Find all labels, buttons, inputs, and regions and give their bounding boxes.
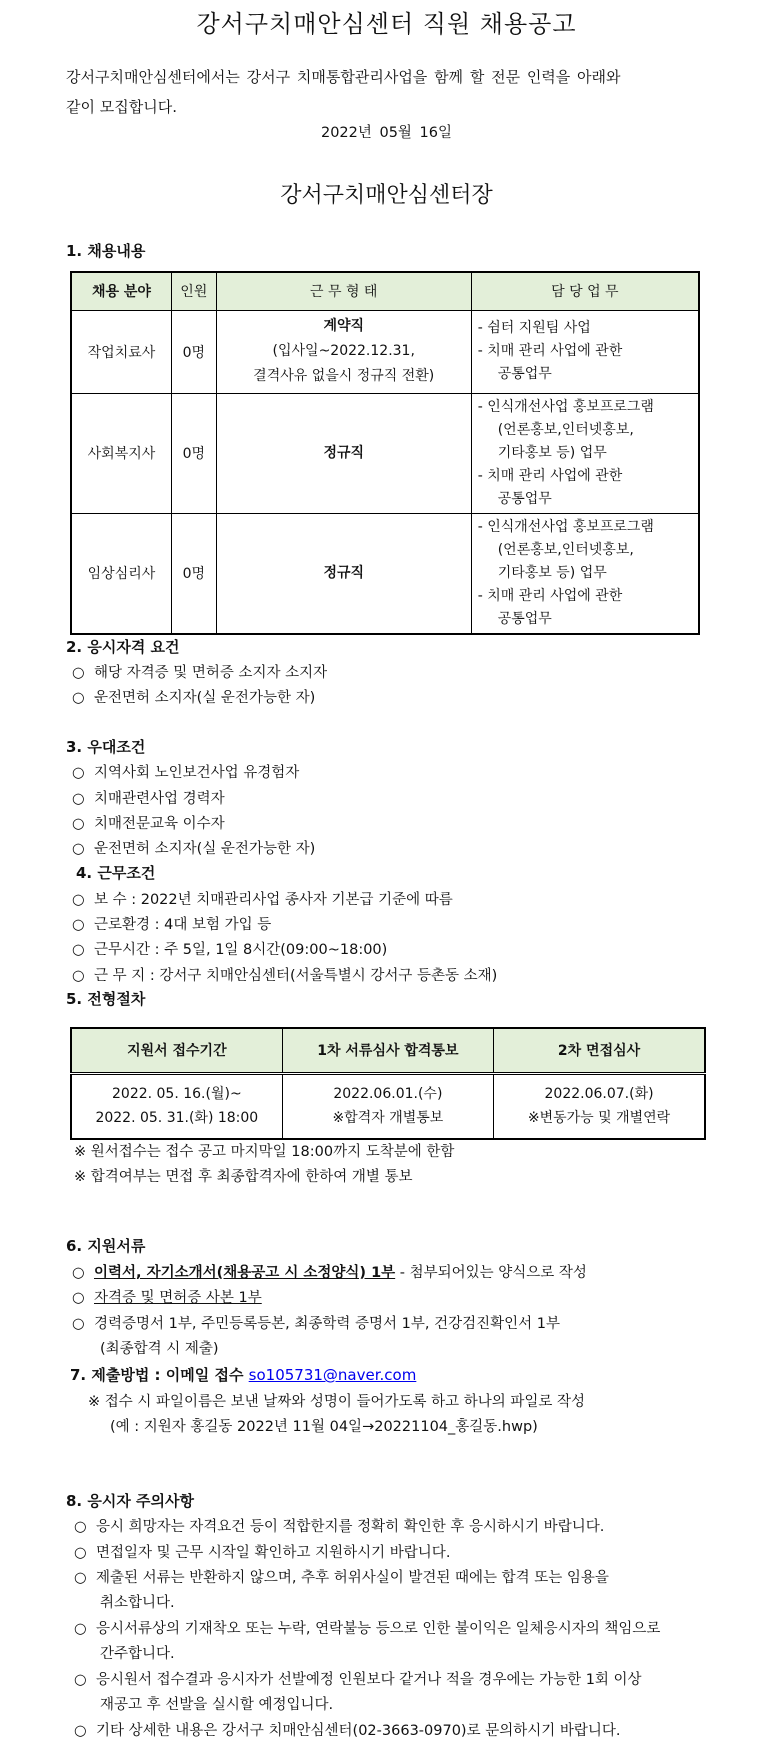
list-item-text: 응시 희망자는 자격요건 등이 적합한지를 정확히 확인한 후 응시하시기 바랍니다.: [96, 1519, 605, 1535]
bullet-icon: ○: [72, 892, 85, 908]
bullet-icon: ○: [72, 942, 85, 958]
count-cell: 0명: [171, 513, 216, 634]
duty-line: - 인식개선사업 홍보프로그램: [477, 398, 654, 415]
list-item: [72, 913, 271, 934]
header-field: 채용 분야: [71, 272, 171, 310]
list-item-text: 근로환경 : 4대 보험 가입 등: [94, 917, 272, 933]
list-item-text: 면접일자 및 근무 시작일 확인하고 지원하시기 바랍니다.: [96, 1545, 451, 1561]
cell-line: ※합격자 개별통보: [332, 1110, 444, 1127]
bullet-icon: ○: [72, 765, 85, 781]
bullet-icon: ○: [74, 1570, 87, 1586]
note-text: ※ 접수 시 파일이름은 보낸 날짜와 성명이 들어가도록 하고 하나의 파일로 작성: [88, 1394, 586, 1410]
note-text: ※ 원서접수는 접수 공고 마지막일 18:00까지 도착분에 한함: [74, 1144, 455, 1160]
recruitment-table: [70, 271, 700, 635]
list-item-text: 지역사회 노인보건사업 유경험자: [94, 765, 300, 781]
list-item-text: 응시원서 접수결과 응시자가 선발예정 인원보다 같거나 적을 경우에는 가능한 1회 이상: [96, 1672, 642, 1688]
type-line: 계약직: [323, 318, 365, 334]
table-row: [71, 1073, 705, 1139]
list-item-text: 자격증 및 면허증 사본 1부: [94, 1290, 262, 1306]
duty-line: (언론홍보,인터넷홍보,: [497, 421, 634, 438]
duty-line: - 치매 관리 사업에 관한: [477, 343, 623, 359]
field-cell: 작업치료사: [71, 310, 171, 393]
list-item-text: 근 무 지 : 강서구 치매안심센터(서울특별시 강서구 등촌동 소재): [94, 968, 498, 984]
list-item: [72, 837, 315, 858]
list-item-text: 응시서류상의 기재착오 또는 누락, 연락불능 등으로 인한 불이익은 일체응시자의 책임으로: [96, 1621, 661, 1637]
type-cell: 정규직: [216, 393, 471, 513]
section4-heading: 4. 근무조건: [76, 864, 156, 882]
list-item-text: 보 수 : 2022년 치매관리사업 종사자 기본급 기준에 따름: [94, 892, 453, 908]
header-interview: 2차 면접심사: [494, 1028, 705, 1073]
cell-line: 2022. 05. 16.(월)~: [112, 1086, 242, 1103]
list-item-text: 치매관련사업 경력자: [94, 791, 225, 807]
bullet-icon: ○: [72, 690, 85, 706]
duty-line: - 인식개선사업 홍보프로그램: [477, 518, 654, 535]
header-type: 근 무 형 태: [216, 272, 471, 310]
section1-heading: 1. 채용내용: [66, 242, 146, 260]
list-item-text: 치매전문교육 이수자: [94, 816, 225, 832]
list-item-text: 경력증명서 1부, 주민등록등본, 최종학력 증명서 1부, 건강검진확인서 1부: [94, 1316, 560, 1332]
bullet-icon: ○: [74, 1545, 87, 1561]
bullet-icon: ○: [74, 1519, 87, 1535]
duties-cell: [471, 393, 699, 513]
section7-heading-text: 7. 제출방법 : 이메일 접수: [70, 1366, 244, 1384]
section6-heading: 6. 지원서류: [66, 1237, 146, 1255]
section3-heading: 3. 우대조건: [66, 738, 146, 756]
note-text: ※ 합격여부는 면접 후 최종합격자에 한하여 개별 통보: [74, 1169, 413, 1185]
list-item-continuation: 취소합니다.: [100, 1595, 175, 1611]
type-cell: 정규직: [216, 513, 471, 634]
list-item: [72, 938, 387, 959]
duty-line: 공통업무: [497, 610, 552, 627]
list-item: [72, 1286, 262, 1307]
list-item: [72, 686, 315, 707]
bullet-icon: ○: [74, 1672, 87, 1688]
count-cell: 0명: [171, 393, 216, 513]
list-item-continuation: 간주합니다.: [100, 1646, 175, 1662]
table-row: [71, 513, 699, 634]
list-item: [72, 964, 497, 985]
duty-line: 공통업무: [497, 490, 552, 507]
bullet-icon: ○: [72, 816, 85, 832]
type-line: 결격사유 없을시 정규직 전환): [253, 368, 435, 384]
table-header-row: [71, 1028, 705, 1073]
duty-line: 공통업무: [497, 366, 552, 382]
list-item: [74, 1541, 450, 1562]
table-header-row: [71, 272, 699, 310]
list-item-text: - 첨부되어있는 양식으로 작성: [395, 1265, 587, 1281]
bullet-icon: ○: [74, 1621, 87, 1637]
header-document-screening: 1차 서류심사 합격통보: [282, 1028, 493, 1073]
list-item-continuation: 재공고 후 선발을 실시할 예정입니다.: [100, 1697, 334, 1713]
header-count: 인원: [171, 272, 216, 310]
table-row: [71, 393, 699, 513]
list-item: [74, 1719, 620, 1740]
page-title: 강서구치매안심센터 직원 채용공고: [196, 10, 577, 38]
field-cell: 사회복지사: [71, 393, 171, 513]
bullet-icon: ○: [72, 968, 85, 984]
email-link[interactable]: so105731@naver.com: [248, 1366, 417, 1384]
list-item-text: 근무시간 : 주 5일, 1일 8시간(09:00~18:00): [94, 942, 388, 958]
type-cell: [216, 310, 471, 393]
duty-line: - 치매 관리 사업에 관한: [477, 587, 623, 604]
list-item: [72, 1261, 587, 1282]
bullet-icon: ○: [72, 1316, 85, 1332]
cell-line: 2022.06.07.(화): [544, 1086, 654, 1103]
list-item: [74, 1515, 604, 1536]
duty-line: 기타홍보 등) 업무: [497, 564, 607, 581]
duty-line: 기타홍보 등) 업무: [497, 444, 607, 461]
intro-text-line2: 같이 모집합니다.: [66, 98, 177, 116]
list-item-text: 이력서, 자기소개서(채용공고 시 소정양식) 1부: [94, 1265, 396, 1281]
header-application-period: 지원서 접수기간: [71, 1028, 282, 1073]
duties-cell: [471, 310, 699, 393]
bullet-icon: ○: [72, 1290, 85, 1306]
list-item: [74, 1566, 609, 1587]
list-item: [72, 787, 225, 808]
list-item-text: 기타 상세한 내용은 강서구 치매안심센터(02-3663-0970)로 문의하시기 바랍니다.: [96, 1723, 621, 1739]
duty-line: (언론홍보,인터넷홍보,: [497, 541, 634, 558]
bullet-icon: ○: [74, 1723, 87, 1739]
issuer-name: 강서구치매안심센터장: [280, 183, 493, 208]
bullet-icon: ○: [72, 665, 85, 681]
count-cell: 0명: [171, 310, 216, 393]
cell-line: 2022.06.01.(수): [333, 1086, 443, 1103]
list-item: [74, 1617, 660, 1638]
bullet-icon: ○: [72, 841, 85, 857]
section2-heading: 2. 응시자격 요건: [66, 638, 180, 656]
field-cell: 임상심리사: [71, 513, 171, 634]
application-period-cell: [71, 1073, 282, 1139]
table-row: [71, 310, 699, 393]
duty-line: - 쉼터 지원팀 사업: [477, 320, 591, 336]
announcement-date: 2022년 05월 16일: [320, 125, 453, 141]
list-item-text: 해당 자격증 및 면허증 소지자 소지자: [94, 665, 328, 681]
list-item: [72, 661, 327, 682]
selection-process-table: [70, 1027, 706, 1140]
list-item: [72, 1312, 560, 1333]
bullet-icon: ○: [72, 1265, 85, 1281]
list-item-text: 운전면허 소지자(실 운전가능한 자): [94, 690, 316, 706]
list-item-continuation: (최종합격 시 제출): [100, 1341, 219, 1357]
type-line: (입사일~2022.12.31,: [272, 343, 415, 359]
header-duties: 담 당 업 무: [471, 272, 699, 310]
intro-text-line1: 강서구치매안심센터에서는 강서구 치매통합관리사업을 함께 할 전문 인력을 아래와: [66, 68, 621, 86]
cell-line: ※변동가능 및 개별연락: [527, 1110, 671, 1127]
section7-heading: [70, 1364, 416, 1385]
section8-heading: 8. 응시자 주의사항: [66, 1492, 195, 1510]
document-screening-cell: [282, 1073, 493, 1139]
list-item: [72, 761, 299, 782]
section5-heading: 5. 전형절차: [66, 990, 146, 1008]
interview-cell: [494, 1073, 705, 1139]
duty-line: - 치매 관리 사업에 관한: [477, 467, 623, 484]
duties-cell: [471, 513, 699, 634]
bullet-icon: ○: [72, 917, 85, 933]
list-item: [74, 1668, 642, 1689]
list-item-text: 운전면허 소지자(실 운전가능한 자): [94, 841, 316, 857]
bullet-icon: ○: [72, 791, 85, 807]
list-item: [72, 812, 225, 833]
list-item-text: 제출된 서류는 반환하지 않으며, 추후 허위사실이 발견된 때에는 합격 또는 임용을: [96, 1570, 609, 1586]
note-text: (예 : 지원자 홍길동 2022년 11월 04일→20221104_홍길동.hwp): [110, 1419, 538, 1435]
cell-line: 2022. 05. 31.(화) 18:00: [95, 1110, 259, 1127]
list-item: [72, 888, 453, 909]
